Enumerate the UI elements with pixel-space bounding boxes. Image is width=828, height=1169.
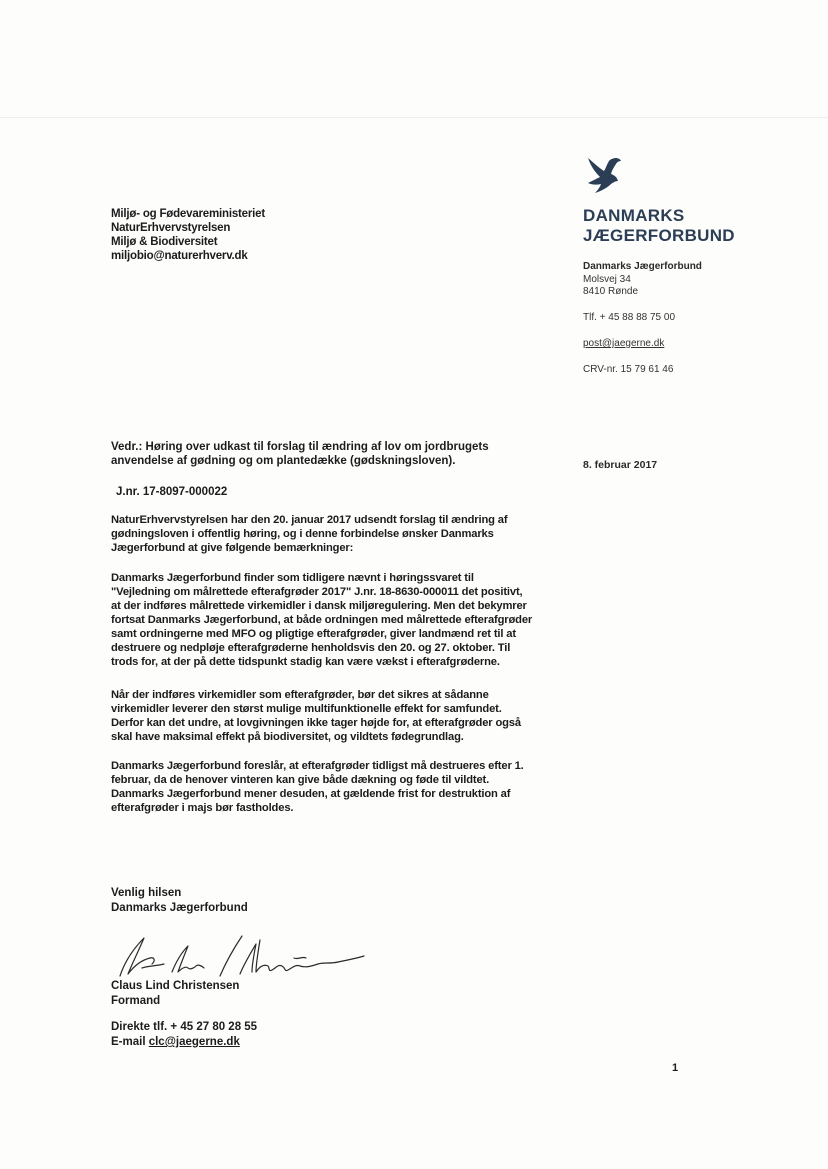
paragraph-line: virkemidler leverer den størst mulige multifunktionelle effekt for samfundet. xyxy=(111,703,502,715)
paragraph-line: NaturErhvervstyrelsen har den 20. januar 2017 udsendt forslag til ændring af xyxy=(111,514,508,526)
recipient-department: Miljø & Biodiversitet xyxy=(111,236,218,248)
paragraph-line: samt ordningerne med MFO og pligtige efterafgrøder, giver landmænd ret til at xyxy=(111,628,516,640)
direct-contact xyxy=(111,1020,257,1050)
direct-email-row xyxy=(111,1035,257,1050)
paragraph-line: februar, da de henover vinteren kan give både dækning og føde til vildtet. xyxy=(111,774,490,786)
body-paragraph-2 xyxy=(111,571,581,669)
subject-line-1: Vedr.: Høring over udkast til forslag til ændring af lov om jordbrugets xyxy=(111,441,489,453)
paragraph-line: Danmarks Jægerforbund finder som tidligere nævnt i høringssvaret til xyxy=(111,572,474,584)
paragraph-line: destruere og nedpløje efterafgrøderne henholdsvis den 20. og 27. oktober. Til xyxy=(111,642,511,654)
page-number: 1 xyxy=(672,1062,679,1074)
paragraph-line: Når der indføres virkemidler som efterafgrøder, bør det sikres at sådanne xyxy=(111,689,489,701)
letter-subject xyxy=(111,440,561,468)
handwritten-signature xyxy=(112,928,372,980)
sender-email-link[interactable]: post@jaegerne.dk xyxy=(583,338,665,349)
closing-organization: Danmarks Jægerforbund xyxy=(111,902,248,914)
sender-street: Molsvej 34 xyxy=(583,273,631,285)
paragraph-line: efterafgrøder i majs bør fastholdes. xyxy=(111,802,294,814)
body-paragraph-3 xyxy=(111,688,581,744)
paragraph-line: fortsat Danmarks Jægerforbund, at både ordningen med målrettede efterafgrøder xyxy=(111,614,533,626)
signer-title: Formand xyxy=(111,995,161,1007)
direct-phone: Direkte tlf. + 45 27 80 28 55 xyxy=(111,1021,258,1033)
recipient-email: miljobio@naturerhverv.dk xyxy=(111,250,248,262)
paragraph-line: skal have maksimal effekt på biodiversitet, og vildtets fødegrundlag. xyxy=(111,731,464,743)
closing-block xyxy=(111,886,248,916)
paragraph-line: Danmarks Jægerforbund mener desuden, at gældende frist for destruktion af xyxy=(111,788,511,800)
logo-line-2: JÆGERFORBUND xyxy=(583,226,735,245)
journal-number: J.nr. 17-8097-000022 xyxy=(116,486,228,498)
duck-icon xyxy=(581,155,625,199)
direct-email-link[interactable]: clc@jaegerne.dk xyxy=(148,1036,240,1048)
closing-greeting: Venlig hilsen xyxy=(111,887,182,899)
organization-logo-text xyxy=(583,206,735,246)
paragraph-line: trods for, at der på dette tidspunkt stadig kan være vækst i efterafgrøderne. xyxy=(111,656,500,668)
sender-cvr: CRV-nr. 15 79 61 46 xyxy=(583,364,674,375)
sender-name: Danmarks Jægerforbund xyxy=(583,261,702,272)
sender-city: 8410 Rønde xyxy=(583,286,639,297)
subject-line-2: anvendelse af gødning og om plantedække (gødskningsloven). xyxy=(111,455,456,467)
body-paragraph-1 xyxy=(111,513,581,555)
recipient-address xyxy=(111,207,265,263)
paragraph-line: Jægerforbund at give følgende bemærkninger: xyxy=(111,542,354,554)
paragraph-line: gødningsloven i offentlig høring, og i denne forbindelse ønsker Danmarks xyxy=(111,528,494,540)
sender-address xyxy=(583,261,702,299)
email-label: E-mail xyxy=(111,1036,149,1048)
signer-name: Claus Lind Christensen xyxy=(111,980,240,992)
recipient-ministry: Miljø- og Fødevareministeriet xyxy=(111,208,265,220)
logo-line-1: DANMARKS xyxy=(583,206,685,225)
body-paragraph-4 xyxy=(111,759,581,815)
signer-block xyxy=(111,979,239,1009)
paragraph-line: at der indføres målrettede virkemidler i dansk miljøregulering. Men det bekymrer xyxy=(111,600,527,612)
sender-phone: Tlf. + 45 88 88 75 00 xyxy=(583,312,676,323)
scan-artifact-line xyxy=(0,117,828,118)
letter-date: 8. februar 2017 xyxy=(583,459,658,471)
paragraph-line: Derfor kan det undre, at lovgivningen ikke tager højde for, at efterafgrøder også xyxy=(111,717,521,729)
paragraph-line: Danmarks Jægerforbund foreslår, at efterafgrøder tidligst må destrueres efter 1. xyxy=(111,760,524,772)
recipient-agency: NaturErhvervstyrelsen xyxy=(111,222,231,234)
paragraph-line: "Vejledning om målrettede efterafgrøder 2017" J.nr. 18-8630-000011 det positivt, xyxy=(111,586,523,598)
